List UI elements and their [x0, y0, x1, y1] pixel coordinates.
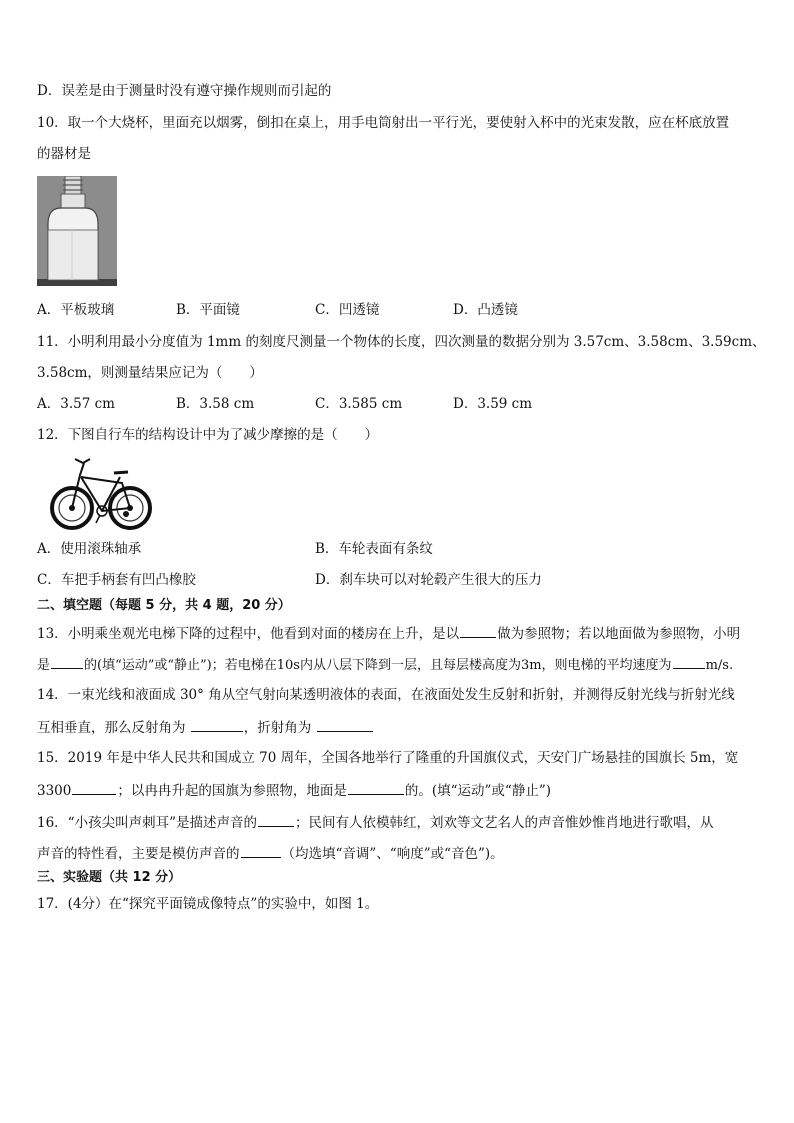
q16-text-1b: ；民间有人依模韩红，刘欢等文艺名人的声音惟妙惟肖地进行歌唱，从: [294, 815, 714, 831]
q10-option-d: D．凸透镜: [453, 302, 518, 318]
q15-line2: [37, 780, 551, 800]
q14-line2: [37, 717, 374, 737]
q9-option-d: D．误差是由于测量时没有遵守操作规则而引起的: [37, 83, 332, 99]
q16-text-1a: 16．“小孩尖叫声刺耳”是描述声音的: [37, 815, 257, 831]
q15-blank-1[interactable]: [72, 780, 116, 795]
q13-text-1b: 做为参照物；若以地面做为参照物，小明: [497, 626, 741, 642]
q15-text-2a: 3300: [37, 783, 72, 799]
q10-option-c: C．凹透镜: [315, 302, 380, 318]
q11-option-d: D．3.59 cm: [453, 396, 533, 412]
q10-beaker-figure: [37, 176, 117, 286]
q15-line1: 15．2019 年是中华人民共和国成立 70 周年，全国各地举行了隆重的升国旗仪式，天安门广场悬挂的国旗长 5m，宽: [37, 750, 739, 766]
q14-text-2b: ，折射角为: [243, 720, 316, 736]
q16-line1: [37, 812, 713, 832]
q13-line1: [37, 623, 740, 643]
q12-option-c: C．车把手柄套有凹凸橡胶: [37, 572, 196, 588]
q15-text-2c: 的。(填“运动”或“静止”): [404, 783, 551, 799]
section-3-title: 三、实验题（共 12 分）: [37, 870, 182, 885]
q16-blank-2[interactable]: [241, 843, 281, 858]
q16-text-2b: （均选填“音调”、“响度”或“音色”)。: [281, 846, 504, 862]
q13-text-2c: m/s.: [705, 658, 734, 673]
q10-option-b: B．平面镜: [176, 302, 240, 318]
q14-text-2a: 互相垂直，那么反射角为: [37, 720, 190, 736]
q12-stem: 12．下图自行车的结构设计中为了减少摩擦的是（ ）: [37, 427, 379, 443]
q13-blank-2[interactable]: [51, 654, 83, 669]
q11-stem-line2: 3.58cm，则测量结果应记为（ ）: [37, 365, 263, 381]
q17-stem: 17．(4分）在“探究平面镜成像特点”的实验中，如图 1。: [37, 896, 379, 912]
q16-blank-1[interactable]: [258, 812, 294, 827]
q14-blank-1[interactable]: [191, 717, 243, 732]
q10-stem-line2: 的器材是: [37, 146, 91, 162]
q10-stem-line1: 10．取一个大烧杯，里面充以烟雾，倒扣在桌上，用手电筒射出一平行光，要使射入杯中的光束发散，应在杯底放置: [37, 115, 730, 131]
q15-text-2b: ；以冉冉升起的国旗为参照物，地面是: [117, 783, 347, 799]
q11-option-b: B．3.58 cm: [176, 396, 255, 412]
q12-option-a: A．使用滚珠轴承: [37, 541, 142, 557]
q10-option-a: A．平板玻璃: [37, 302, 115, 318]
q14-blank-2[interactable]: [317, 717, 373, 732]
section-2-title: 二、填空题（每题 5 分，共 4 题，20 分）: [37, 598, 291, 613]
q13-line2: [37, 654, 733, 675]
q11-stem-line1: 11．小明利用最小分度值为 1mm 的刻度尺测量一个物体的长度，四次测量的数据分别为 3.57cm、3.58cm、3.59cm、: [37, 334, 766, 350]
q13-text-2b: 的(填“运动”或“静止”)；若电梯在10s内从八层下降到一层，且每层楼高度为3m，则电梯的平均速度为: [84, 658, 672, 673]
q16-line2: [37, 843, 504, 863]
q11-option-c: C．3.585 cm: [315, 396, 403, 412]
q16-text-2a: 声音的特性看，主要是模仿声音的: [37, 846, 240, 862]
q13-text-2a: 是: [37, 658, 51, 673]
q14-line1: 14．一束光线和液面成 30° 角从空气射向某透明液体的表面，在液面处发生反射和折射，并测得反射光线与折射光线: [37, 687, 735, 703]
q13-blank-3[interactable]: [673, 654, 705, 669]
q11-option-a: A．3.57 cm: [37, 396, 115, 412]
q13-text-1a: 13．小明乘坐观光电梯下降的过程中，他看到对面的楼房在上升，是以: [37, 626, 460, 642]
q15-blank-2[interactable]: [348, 780, 404, 795]
q12-option-b: B．车轮表面有条纹: [315, 541, 433, 557]
q12-bicycle-figure: [50, 453, 152, 533]
q12-option-d: D．刹车块可以对轮毂产生很大的压力: [315, 572, 542, 588]
q13-blank-1[interactable]: [460, 623, 496, 638]
